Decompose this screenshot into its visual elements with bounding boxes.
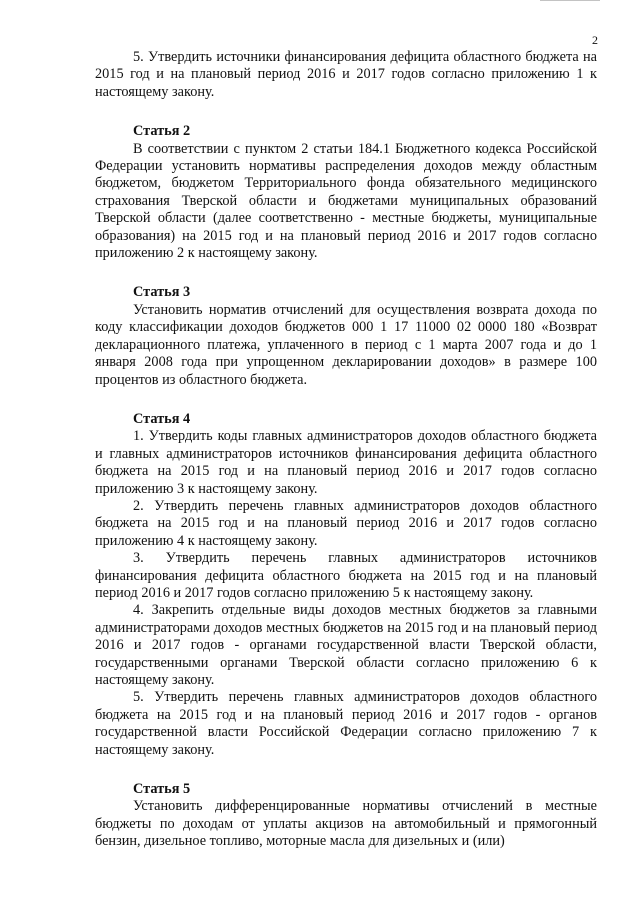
article-4-item-3: 3. Утвердить перечень главных администраторов источников финансирования дефицита областного бюджета на 2015 год и на плановый период 2016 и 2017 годов согласно приложению 5 к настоящему закону. [95,550,597,601]
article-2-heading: Статья 2 [133,123,191,140]
article-4-item-4: 4. Закрепить отдельные виды доходов местных бюджетов за главными администраторами доходов местных бюджетов на 2015 год и на плановый период 2016 и 2017 годов - органами государственной власти Тверской области, государственными органами Тверской области согласно приложению 6 к настоящему закону. [95,602,597,688]
page-number: 2 [592,33,598,47]
article-4-item-5: 5. Утвердить перечень главных администраторов доходов областного бюджета на 2015 год и на плановый период 2016 и 2017 годов - органов государственной власти Российской Федерации согласно приложению 7 к настоящему закону. [95,689,597,758]
article-4-item-1: 1. Утвердить коды главных администраторов доходов областного бюджета и главных администраторов источников финансирования дефицита областного бюджета на 2015 год и на плановый период 2016 и 2017 годов согласно приложению 3 к настоящему закону. [95,428,597,497]
scan-artifact [540,0,600,5]
article-3-text: Установить норматив отчислений для осуществления возврата дохода по коду классификации доходов бюджетов 000 1 17 11000 02 0000 180 «Возврат декларационного платежа, уплаченного в период с 1 марта 2007 года и до 1 января 2008 года при упрощенном декларировании доходов» в размере 100 процентов из областного бюджета. [95,301,597,388]
article-5-text: Установить дифференцированные нормативы отчислений в местные бюджеты по доходам от уплаты акцизов на автомобильный и прямогонный бензин, дизельное топливо, моторные масла для дизельных и (или) [95,798,597,850]
article-2-text: В соответствии с пунктом 2 статьи 184.1 Бюджетного кодекса Российской Федерации установить нормативы распределения доходов между областным бюджетом, бюджетом Территориального фонда обязательного медицинского страхования Тверской области и бюджетами муниципальных образований Тверской области (далее соответственно - местные бюджеты, муниципальные образования) на 2015 год и на плановый период 2016 и 2017 годов согласно приложению 2 к настоящему закону. [95,140,597,262]
document-body [95,49,597,851]
paragraph-top: 5. Утвердить источники финансирования дефицита областного бюджета на 2015 год и на плановый период 2016 и 2017 годов согласно приложению 1 к настоящему закону. [95,49,597,100]
article-5-heading: Статья 5 [133,781,191,798]
article-3-heading: Статья 3 [133,284,191,301]
article-4-item-2: 2. Утвердить перечень главных администраторов доходов областного бюджета на 2015 год и на плановый период 2016 и 2017 годов согласно приложению 4 к настоящему закону. [95,497,597,549]
article-4-heading: Статья 4 [133,410,191,427]
